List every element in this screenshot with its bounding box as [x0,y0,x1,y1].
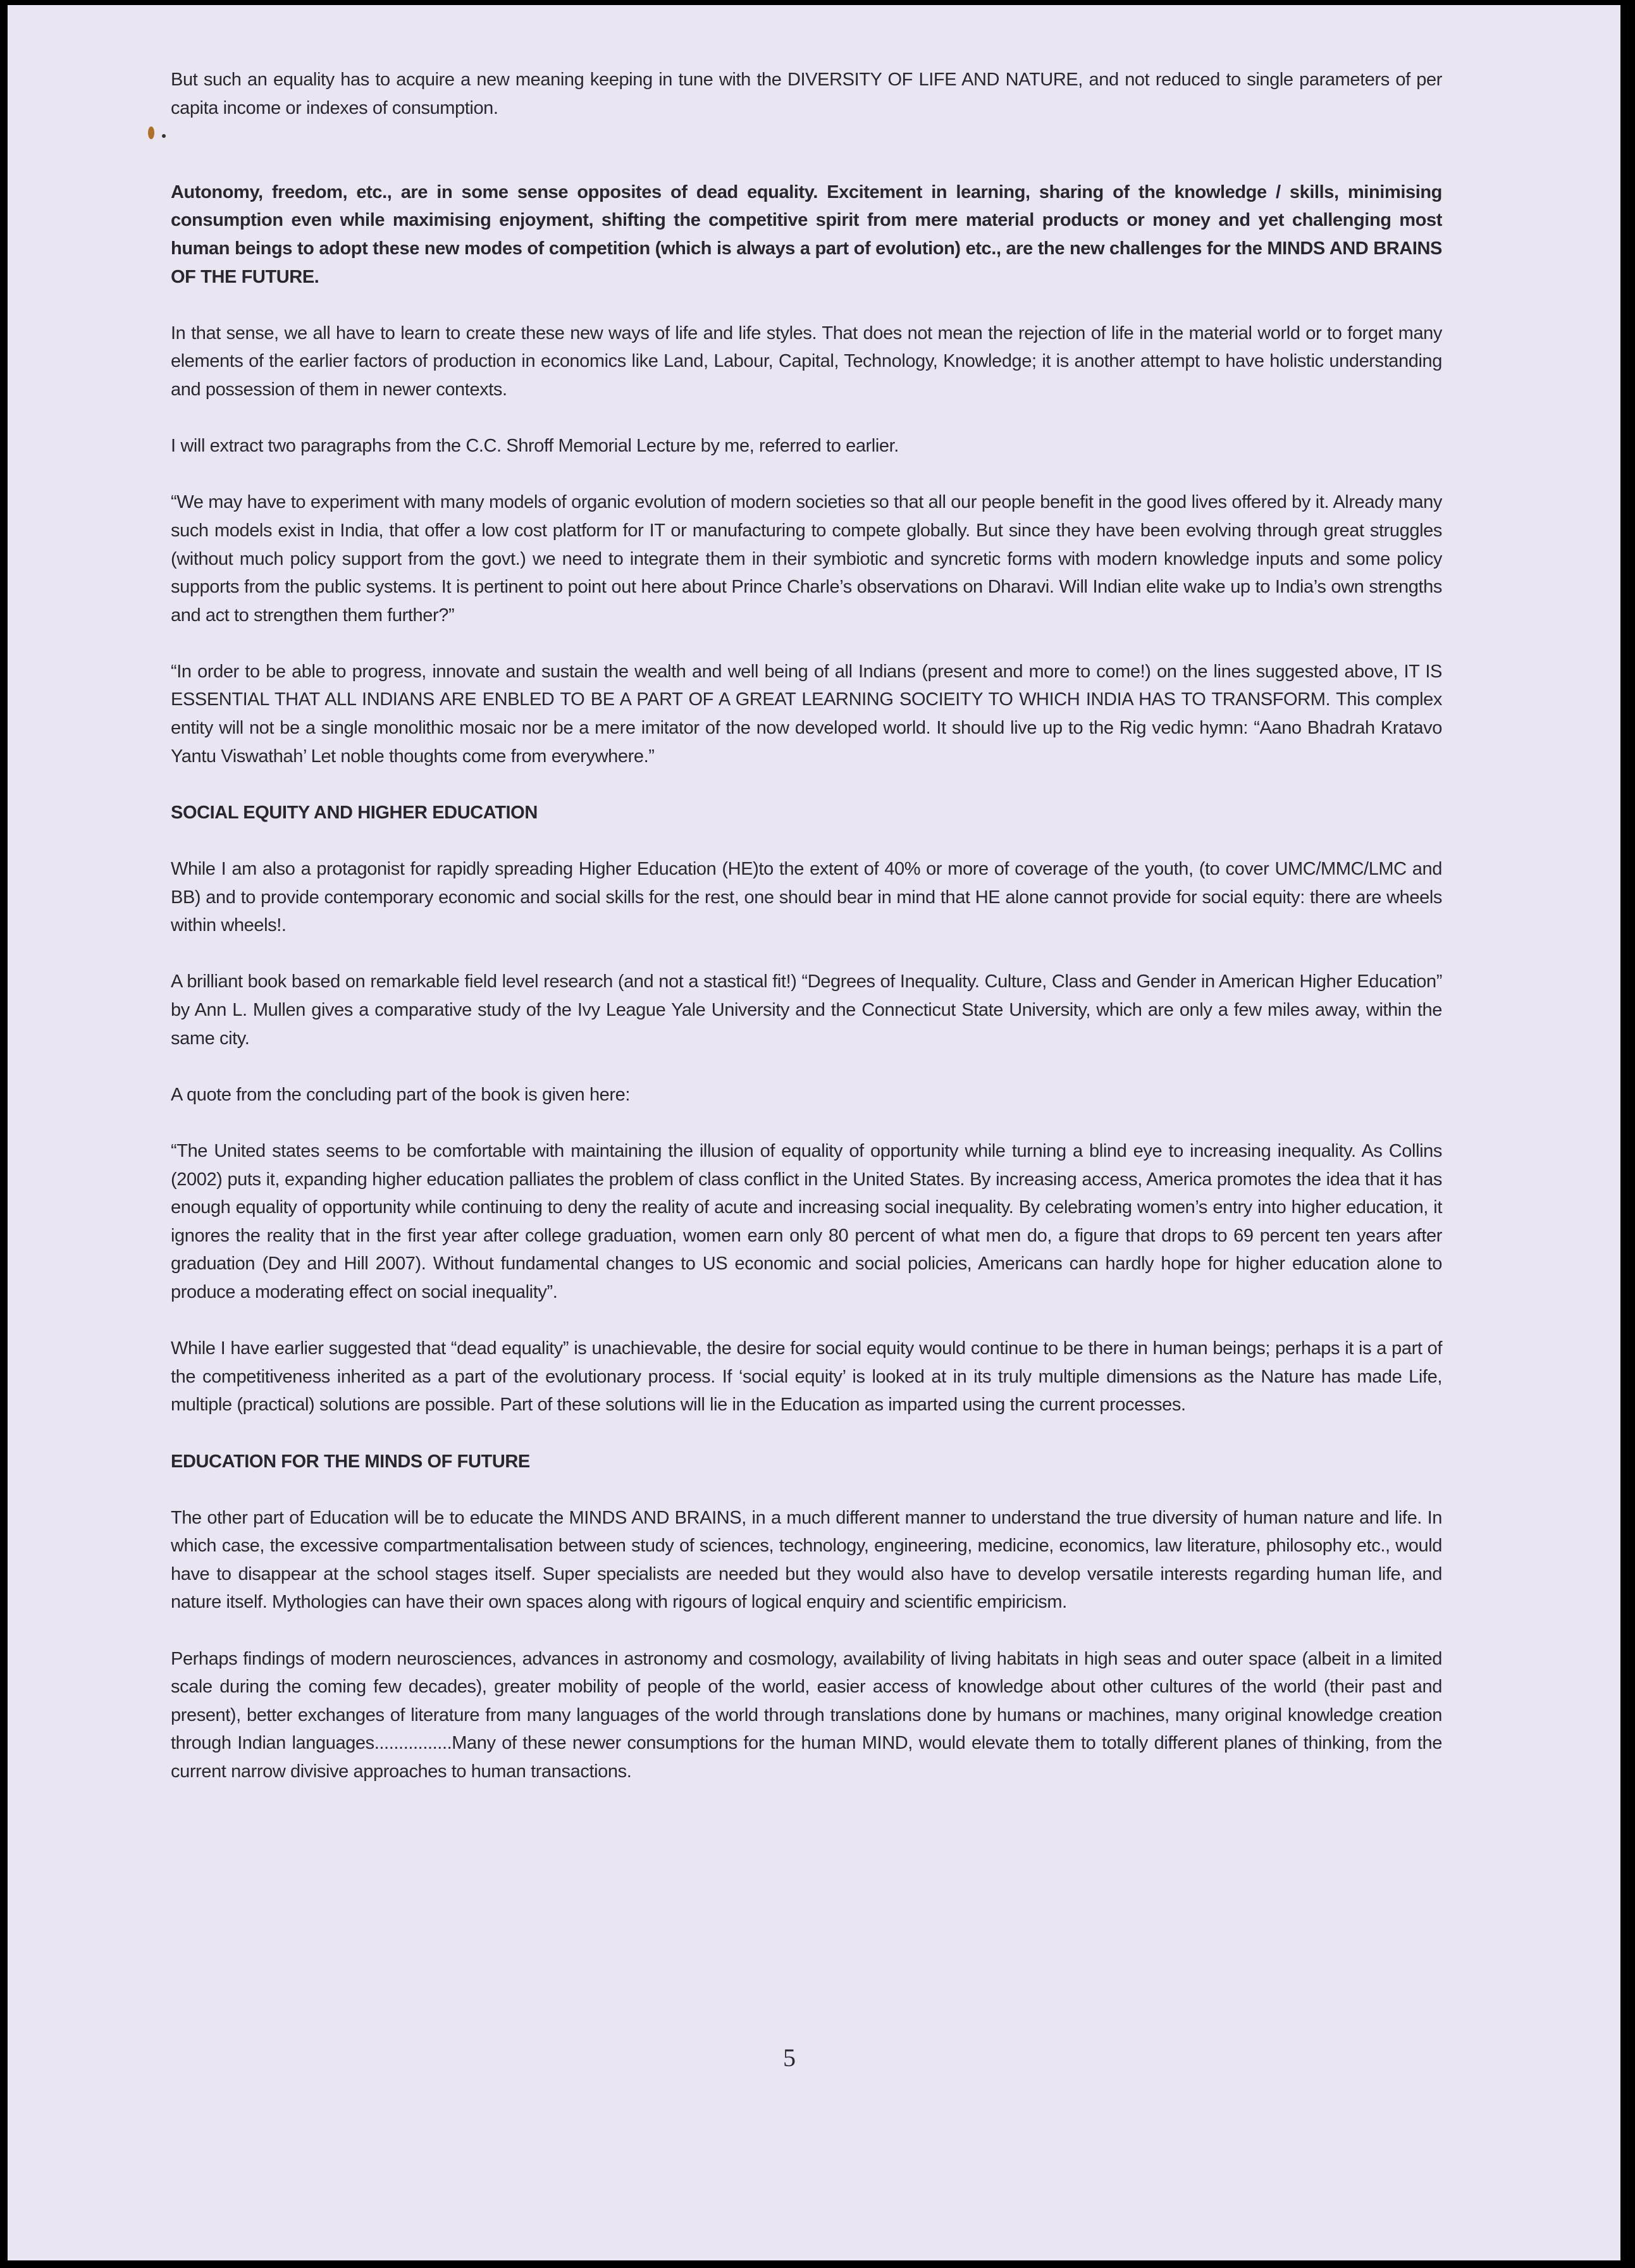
paragraph: While I have earlier suggested that “dead equality” is unachievable, the desire for social equity would continue to be there in human beings; perhaps it is a part of the competitiveness inherited as a part of the evolutionary process. If ‘social equity’ is looked at in its truly multiple dimensions as the Nature has made Life, multiple (practical) solutions are possible. Part of these solutions will lie in the Education as imparted using the current processes. [171,1338,1442,1415]
page-number: 5 [783,2043,796,2072]
scanned-page [8,5,1620,2260]
quote-paragraph: “We may have to experiment with many models of organic evolution of modern societies so that all our people benefit in the good lives offered by it. Already many such models exist in India, that offer a low cost platform for IT or manufacturing to compete globally. But since they have been evolving through great struggles (without much policy support from the govt.) we need to integrate them in their symbiotic and syncretic forms with modern knowledge inputs and some policy supports from the public systems. It is pertinent to point out here about Prince Charle’s observations on Dharavi. Will Indian elite wake up to India’s own strengths and act to strengthen them further?” [171,492,1442,626]
paragraph: I will extract two paragraphs from the C.C. Shroff Memorial Lecture by me, referred to earlier. [171,436,899,457]
document-body [171,66,1442,1814]
paragraph: Perhaps findings of modern neurosciences, advances in astronomy and cosmology, availability of living habitats in high seas and outer space (albeit in a limited scale during the coming few decades), greater mobility of people of the world, easier access of knowledge about other cultures of the world (their past and present), better exchanges of literature from many languages of the world through translations done by humans or machines, many original knowledge creation through Indian languages................Many of these newer consumptions for the human MIND, would elevate them to totally different planes of thinking, from the current narrow divisive approaches to human transactions. [171,1648,1442,1782]
ink-stain [148,126,154,139]
paragraph: The other part of Education will be to educate the MINDS AND BRAINS, in a much different manner to understand the true diversity of human nature and life. In which case, the excessive compartmentalisation between study of sciences, technology, engineering, medicine, economics, law literature, philosophy etc., would have to disappear at the school stages itself. Super specialists are needed but they would also have to develop versatile interests regarding human life, and nature itself. Mythologies can have their own spaces along with rigours of logical enquiry and scientific empiricism. [171,1507,1442,1613]
quote-paragraph: “In order to be able to progress, innovate and sustain the wealth and well being of all Indians (present and more to come!) on the lines suggested above, IT IS ESSENTIAL THAT ALL INDIANS ARE ENBLED TO BE A PART OF A GREAT LEARNING SOCIEITY TO WHICH INDIA HAS TO TRANSFORM. This complex entity will not be a single monolithic mosaic nor be a mere imitator of the now developed world. It should live up to the Rig vedic hymn: “Aano Bhadrah Kratavo Yantu Viswathah’ Let noble thoughts come from everywhere.” [171,661,1442,767]
bold-paragraph: Autonomy, freedom, etc., are in some sense opposites of dead equality. Excitement in learning, sharing of the knowledge / skills, minimising consumption even while maximising enjoyment, shifting the competitive spirit from mere material products or money and yet challenging most human beings to adopt these new modes of competition (which is always a part of evolution) etc., are the new challenges for the MINDS AND BRAINS OF THE FUTURE. [171,182,1442,287]
paragraph: While I am also a protagonist for rapidly spreading Higher Education (HE)to the extent of 40% or more of coverage of the youth, (to cover UMC/MMC/LMC and BB) and to provide contemporary economic and social skills for the rest, one should bear in mind that HE alone cannot provide for social equity: there are wheels within wheels!. [171,859,1442,936]
paragraph: In that sense, we all have to learn to create these new ways of life and life styles. That does not mean the rejection of life in the material world or to forget many elements of the earlier factors of production in economics like Land, Labour, Capital, Technology, Knowledge; it is another attempt to have holistic understanding and possession of them in newer contexts. [171,323,1442,400]
paragraph: A quote from the concluding part of the book is given here: [171,1084,631,1105]
quote-paragraph: “The United states seems to be comfortable with maintaining the illusion of equality of opportunity while turning a blind eye to increasing inequality. As Collins (2002) puts it, expanding higher education palliates the problem of class conflict in the United States. By increasing access, America promotes the idea that it has enough equality of opportunity while continuing to deny the reality of acute and increasing social inequality. By celebrating women’s entry into higher education, it ignores the reality that in the first year after college graduation, women earn only 80 percent of what men do, a figure that drops to 69 percent ten years after graduation (Dey and Hill 2007). Without fundamental changes to US economic and social policies, Americans can hardly hope for higher education alone to produce a moderating effect on social inequality”. [171,1140,1442,1302]
paragraph: But such an equality has to acquire a new meaning keeping in tune with the DIVERSITY OF LIFE AND NATURE, and not reduced to single parameters of per capita income or indexes of consumption. [171,70,1442,118]
ink-dot [162,134,166,138]
section-heading: SOCIAL EQUITY AND HIGHER EDUCATION [171,802,538,823]
paragraph: A brilliant book based on remarkable field level research (and not a stastical fit!) “Degrees of Inequality. Culture, Class and Gender in American Higher Education” by Ann L. Mullen gives a comparative study of the Ivy League Yale University and the Connecticut State University, which are only a few miles away, within the same city. [171,971,1442,1049]
section-heading: EDUCATION FOR THE MINDS OF FUTURE [171,1451,530,1472]
